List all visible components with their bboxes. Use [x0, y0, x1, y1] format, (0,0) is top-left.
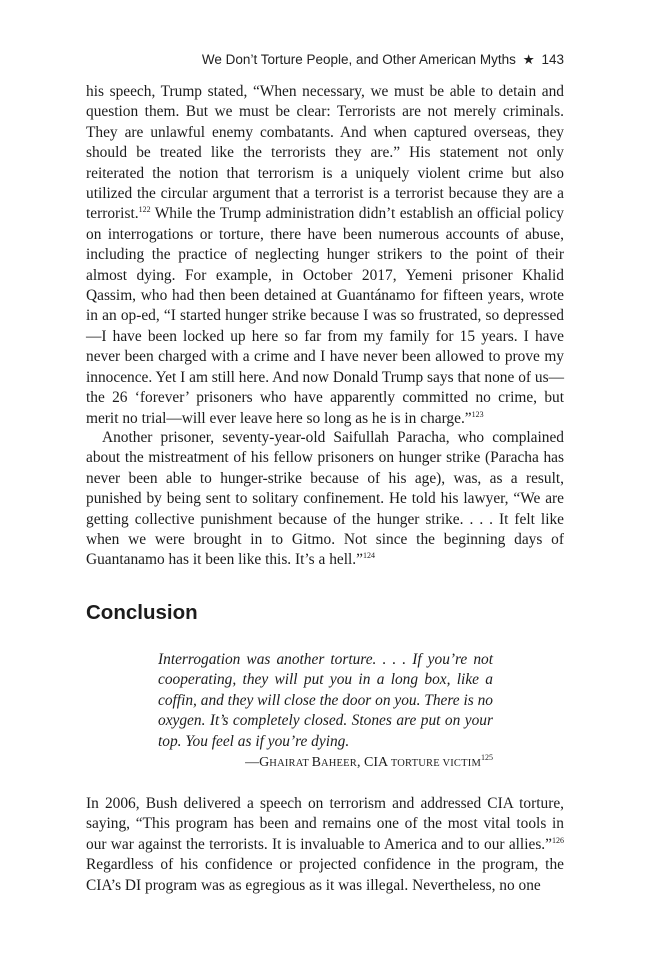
footnote-ref-124: 124: [362, 551, 375, 561]
attribution-initial-2: B: [311, 755, 321, 770]
running-title: We Don’t Torture People, and Other American Myths: [201, 52, 516, 67]
paragraph-3-text-a: In 2006, Bush delivered a speech on terrorism and addressed CIA torture, saying, “This program has been and remains one of the most vital tools in our war against the terrorists. It is invaluable to America and to our allies.”: [86, 795, 564, 853]
section-heading: Conclusion: [86, 601, 198, 624]
star-icon: ★: [522, 52, 535, 67]
paragraph-2-text: Another prisoner, seventy-year-old Saifullah Paracha, who complained about the mistreatment of his fellow prisoners on hunger strike (Paracha has never been able to hunger-strike because of his age), was, as a result, punished by being sent to solitary confinement. He told his lawyer, “We are getting collective punishment because of the hunger strike. . . . It felt like when we were brought in to Gitmo. Not since the beginning days of Guantanamo has it been like this. It’s a hell.”: [86, 429, 564, 569]
footnote-ref-126: 126: [552, 835, 564, 845]
attribution-dash: —: [245, 755, 260, 770]
running-header: [86, 52, 564, 68]
paragraph-3-text-b: Regardless of his confidence or projected confidence in the program, the CIA’s DI program was as egregious as it was illegal. Nevertheless, no one: [86, 856, 564, 894]
attribution-separator: , CIA: [356, 755, 391, 770]
body-paragraph-2: [86, 428, 564, 571]
page-number: 143: [541, 52, 564, 67]
body-paragraph-1: [86, 82, 564, 429]
footnote-ref-125: 125: [481, 753, 493, 762]
attribution-name-1: HAIRAT: [269, 758, 312, 769]
attribution-initial-1: G: [259, 755, 270, 770]
footnote-ref-122: 122: [138, 205, 151, 215]
epigraph-quote: Interrogation was another torture. . . . If you’re not cooperating, they will put you in a long box, like a coffin, and they will close the door on you. There is no oxygen. It’s completely closed. Stones are put on your top. You feel as if you’re dying.: [158, 651, 493, 750]
paragraph-1-text-a: his speech, Trump stated, “When necessary, we must be able to detain and question them. But we must be clear: Terrorists are not merely criminals. They are unlawful enemy combatants. And when captured overseas, they should be treated like the terrorists they are.” His statement not only reiterated the notion that terrorism is a uniquely violent crime but also utilized the circular argument that a terrorist is a terrorist because they are a terrorist.: [86, 83, 564, 223]
epigraph-attribution: [158, 753, 493, 774]
body-paragraph-3: [86, 794, 564, 896]
paragraph-1-text-b: While the Trump administration didn’t establish an official policy on interrogations or torture, there have been numerous accounts of abuse, including the practice of neglecting hunger strikers to the point of their almost dying. For example, in October 2017, Yemeni prisoner Khalid Qassim, who had then been detained at Guantánamo for fifteen years, wrote in an op-ed, “I started hunger strike because I was so frustrated, so depressed—I have been locked up here so far from my family for 15 years. I have never been charged with a crime and I have never been allowed to prove my innocence. Yet I am still here. And now Donald Trump says that none of us—the 26 ‘forever’ prisoners who have apparently committed no crime, but merit no trial—will ever leave here so long as he is in charge.”: [86, 205, 564, 427]
attribution-role: TORTURE VICTIM: [390, 758, 481, 769]
attribution-name-2: AHEER: [320, 758, 357, 769]
footnote-ref-123: 123: [471, 409, 484, 419]
